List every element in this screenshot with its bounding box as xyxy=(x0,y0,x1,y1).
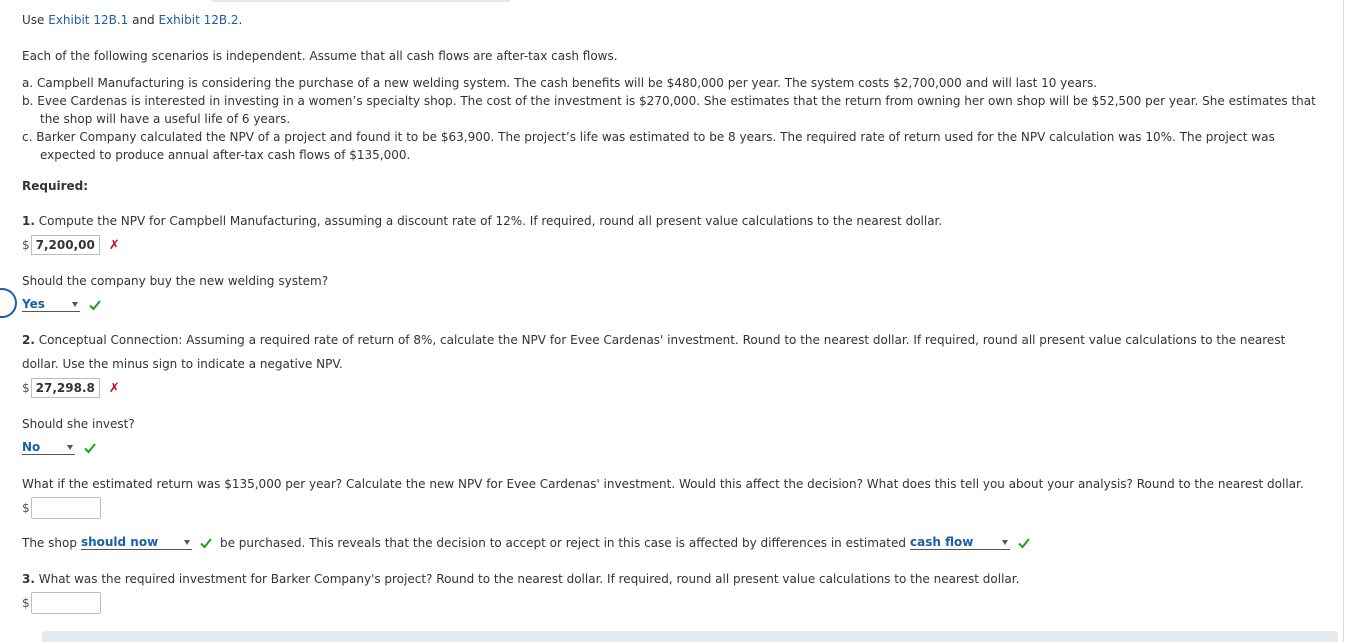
q3-investment-input[interactable] xyxy=(31,592,101,614)
checkmark-icon xyxy=(1017,536,1031,550)
q2-sentence-part1: The shop xyxy=(22,535,77,550)
q1-text: Compute the NPV for Campbell Manufacturing, assuming a discount rate of 12%. If required, round all present value calculations to the nearest dollar. xyxy=(34,214,943,228)
q2-currency: $ xyxy=(22,381,30,395)
q1-answer-row xyxy=(22,235,120,255)
feedback-panel-edge xyxy=(42,631,1338,642)
scenario-a: a. Campbell Manufacturing is considering the purchase of a new welding system. The cash benefits will be $480,000 per year. The system costs $2,700,000 and will last 10 years. xyxy=(22,76,1098,90)
question-2-line1 xyxy=(22,333,1285,347)
exhibit-instructions xyxy=(22,13,242,27)
q3-number: 3. xyxy=(22,572,35,586)
q2-whatif: What if the estimated return was $135,000 per year? Calculate the new NPV for Evee Cardenas' investment. Would this affect the decision? What does this tell you about your analysis? Round to the nearest dollar. xyxy=(22,477,1304,491)
q2-whatif-row xyxy=(22,497,101,519)
q2-conclusion-sentence xyxy=(22,535,1031,550)
incorrect-icon: ✗ xyxy=(108,380,120,396)
exhibit-12b2-link[interactable]: Exhibit 12B.2 xyxy=(158,13,239,27)
scenario-b-line2: the shop will have a useful life of 6 years. xyxy=(40,112,291,126)
question-3 xyxy=(22,572,1019,586)
q2-text-line1: Conceptual Connection: Assuming a required rate of return of 8%, calculate the NPV for Evee Cardenas' investment. Round to the nearest dollar. If required, round all present value calculations to the nearest xyxy=(34,333,1286,347)
chevron-down-icon xyxy=(67,445,73,450)
question-1 xyxy=(22,214,942,228)
scenario-intro: Each of the following scenarios is independent. Assume that all cash flows are after-tax cash flows. xyxy=(22,49,618,63)
q2-should-select-value: should now xyxy=(80,535,159,549)
intro-prefix: Use xyxy=(22,13,49,27)
q1-buy-select-value: Yes xyxy=(22,297,45,311)
checkmark-icon xyxy=(199,536,213,550)
intro-and: and xyxy=(128,13,159,27)
checkmark-icon xyxy=(83,441,97,455)
scenario-b-line1: b. Evee Cardenas is interested in investing in a women’s specialty shop. The cost of the investment is $270,000. She estimates that the return from owning her own shop will be $52,500 per year. She estimates that xyxy=(22,94,1316,108)
q1-npv-input[interactable]: 7,200,00 xyxy=(31,235,100,255)
chevron-down-icon xyxy=(1002,540,1008,545)
q2-should-select[interactable] xyxy=(81,535,192,550)
focus-indicator-circle xyxy=(0,288,17,318)
q1-select-row xyxy=(22,297,102,312)
chevron-down-icon xyxy=(72,302,78,307)
q2-select-row xyxy=(22,440,97,455)
q1-followup: Should the company buy the new welding system? xyxy=(22,274,329,288)
q2-number: 2. xyxy=(22,333,35,347)
q2-invest-select[interactable] xyxy=(22,440,75,455)
exhibit-12b1-link[interactable]: Exhibit 12B.1 xyxy=(48,13,129,27)
q2-invest-select-value: No xyxy=(22,440,41,454)
incorrect-icon: ✗ xyxy=(108,237,120,253)
intro-suffix: . xyxy=(238,13,243,27)
q2-sentence-part2: be purchased. This reveals that the decision to accept or reject in this case is affected by differences in estimated xyxy=(219,535,907,550)
q2-factor-select-value: cash flow xyxy=(910,535,974,549)
checkmark-icon xyxy=(88,298,102,312)
q2-npv-input[interactable]: 27,298.8 xyxy=(31,378,100,398)
q3-currency: $ xyxy=(22,596,30,610)
chevron-down-icon xyxy=(184,540,190,545)
scenario-c-line1: c. Barker Company calculated the NPV of a project and found it to be $63,900. The project’s life was estimated to be 8 years. The required rate of return used for the NPV calculation was 10%. The project was xyxy=(22,130,1275,144)
q2-answer-row xyxy=(22,378,120,398)
q1-currency: $ xyxy=(22,238,30,252)
q2-followup: Should she invest? xyxy=(22,417,135,431)
top-divider xyxy=(212,0,510,2)
question-2-line2: dollar. Use the minus sign to indicate a negative NPV. xyxy=(22,357,343,371)
right-scroll-edge xyxy=(1343,0,1344,642)
required-heading: Required: xyxy=(22,179,89,193)
q1-buy-select[interactable] xyxy=(22,297,80,312)
q3-text: What was the required investment for Barker Company's project? Round to the nearest dollar. If required, round all present value calculations to the nearest dollar. xyxy=(34,572,1020,586)
q2-whatif-currency: $ xyxy=(22,501,30,515)
scenario-c-line2: expected to produce annual after-tax cash flows of $135,000. xyxy=(40,148,411,162)
q1-number: 1. xyxy=(22,214,35,228)
q2-factor-select[interactable] xyxy=(910,535,1010,550)
q2-whatif-npv-input[interactable] xyxy=(31,497,101,519)
q3-answer-row xyxy=(22,592,101,614)
